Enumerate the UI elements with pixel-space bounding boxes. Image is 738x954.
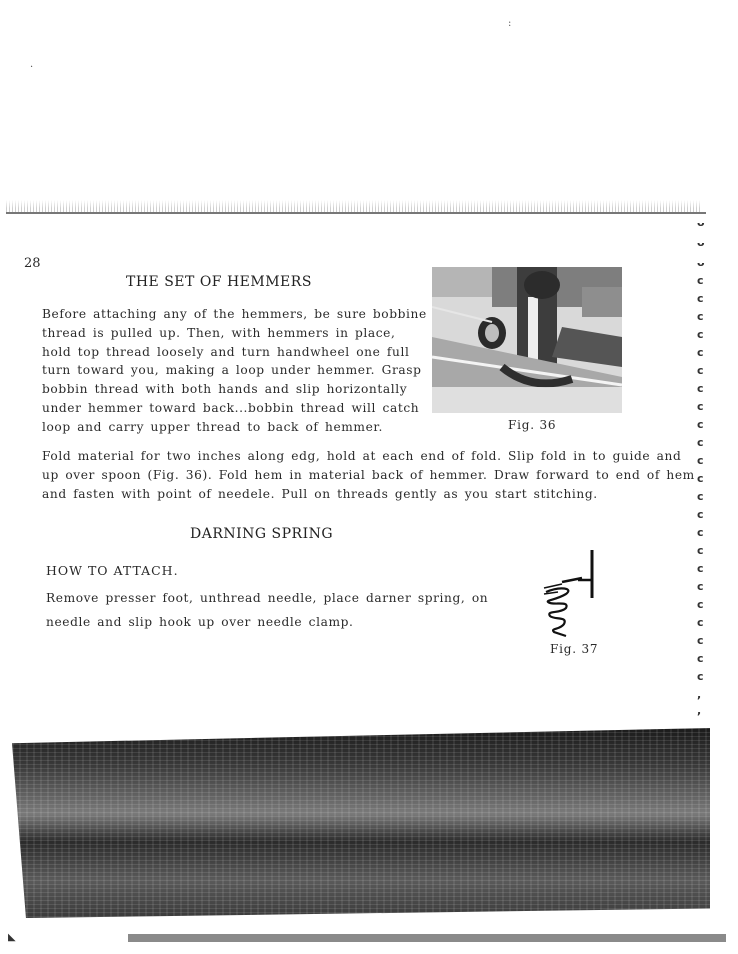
text-line: under hemmer toward back...bobbin thread will catch [42,400,420,415]
hemmers-title: THE SET OF HEMMERS [126,274,312,290]
text-line: turn toward you, making a loop under hemmer. Grasp [42,363,422,378]
scan-edge-line [6,212,706,214]
scan-speck: : [508,18,512,29]
text-line: hold top thread loosely and turn handwheel one full [42,344,410,359]
scan-corner-mark: ◣ [8,932,16,943]
text-line: and fasten with point of needele. Pull on threads gently as you start stitching. [42,486,598,501]
figure-37-caption: Fig. 37 [550,642,599,656]
text-line: Fold material for two inches along edg, hold at each end of fold. Slip fold in to guide and [42,449,682,463]
page-number: 28 [24,256,41,271]
binding-holes: ᴗ ᴗ ᴗ c c c c c c c c c c c c c c c c c c c c c c c , , [697,216,705,717]
figure-37-drawing [538,548,602,640]
scan-bottom-bar [128,934,726,942]
darning-title: DARNING SPRING [190,526,334,542]
text-line: loop and carry upper thread to back of hemmer. [42,419,383,434]
text-line: bobbin thread with both hands and slip horizontally [42,382,408,397]
text-line: Remove presser foot, unthread needle, place darner spring, on [46,591,489,605]
figure-36-photo [432,267,622,413]
text-line: Before attaching any of the hemmers, be sure bobbine [42,307,427,321]
sewing-machine-hemmer-icon [432,267,622,413]
darning-spring-icon [538,548,602,640]
darning-subheading: HOW TO ATTACH. [46,563,179,578]
text-line: thread is pulled up. Then, with hemmers in place, [42,325,396,340]
scan-dark-region [12,728,710,918]
hemmers-paragraph-1 [42,305,427,437]
hemmers-paragraph-2 [42,447,695,503]
scan-speck: · [30,62,34,73]
text-line: up over spoon (Fig. 36). Fold hem in material back of hemmer. Draw forward to end of hem [42,467,695,482]
darning-paragraph [46,586,488,634]
text-line: needle and slip hook up over needle clamp. [46,615,354,629]
figure-36-caption: Fig. 36 [508,418,557,432]
